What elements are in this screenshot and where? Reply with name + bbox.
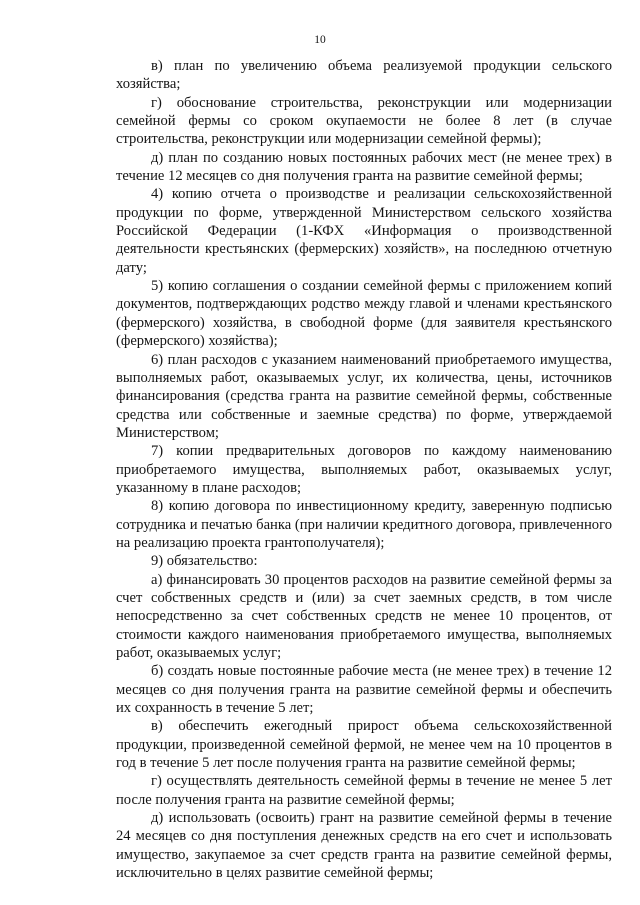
paragraph-9-obligation: 9) обязательство: xyxy=(151,553,258,570)
document-body xyxy=(116,57,612,882)
paragraph-9a-financing: а) финансировать 30 процентов расходов на развитие семейной фермы за счет собственных средств и (или) за счет заемных средств, в том числе непосредственно за счет собственных средств не менее 10 процентов, от стоимости каждого наименования приобретаемого имущества, выполняемых работ, оказываемых услуг; xyxy=(116,571,612,661)
paragraph-item-g-construction-justification: г) обоснование строительства, реконструкции или модернизации семейной фермы со сроком окупаемости не более 8 лет (в случае строительства, реконструкции или модернизации семейной фермы); xyxy=(116,94,612,148)
paragraph-8-loan-agreement: 8) копию договора по инвестиционному кредиту, заверенную подписью сотрудника и печатью банка (при наличии кредитного договора, привлеченного на реализацию проекта грантополучателя); xyxy=(116,498,612,551)
paragraph-9b-new-jobs: б) создать новые постоянные рабочие места (не менее трех) в течение 12 месяцев со дня получения гранта на развитие семейной фермы и обеспечить их сохранность в течение 5 лет; xyxy=(116,663,612,717)
paragraph-9v-production-growth: в) обеспечить ежегодный прирост объема сельскохозяйственной продукции, произведенной семейной фермой, не менее чем на 10 процентов в год в течение 5 лет после получения гранта на развитие семейной фермы; xyxy=(116,718,612,772)
paragraph-7-preliminary-contracts: 7) копии предварительных договоров по каждому наименованию приобретаемого имущества, выполняемых работ, оказываемых услуг, указанному в плане расходов; xyxy=(116,443,612,496)
paragraph-4-production-report: 4) копию отчета о производстве и реализации сельскохозяйственной продукции по форме, утвержденной Министерством сельского хозяйства Российской Федерации (1-КФХ «Информация о производственной деятельности крестьянских (фермерских) хозяйств», на последнюю отчетную дату; xyxy=(116,186,612,276)
paragraph-9d-grant-usage: д) использовать (освоить) грант на развитие семейной фермы в течение 24 месяцев со дня поступления денежных средств на его счет и использовать имущество, закупаемое за счет средств гранта на развитие семейной фермы, исключительно в целях развитие семейной фермы; xyxy=(116,810,612,882)
paragraph-9g-operation-period: г) осуществлять деятельность семейной фермы в течение не менее 5 лет после получения гранта на развитие семейной фермы; xyxy=(116,773,612,808)
paragraph-item-d-jobs-plan: д) план по созданию новых постоянных рабочих мест (не менее трех) в течение 12 месяцев со дня получения гранта на развитие семейной фермы; xyxy=(116,149,612,185)
page-number: 10 xyxy=(314,34,326,46)
paragraph-item-v-sales-plan: в) план по увеличению объема реализуемой продукции сельского хозяйства; xyxy=(116,58,612,93)
paragraph-5-family-farm-agreement: 5) копию соглашения о создании семейной фермы с приложением копий документов, подтверждающих родство между главой и членами крестьянского (фермерского) хозяйства, в свободной форме (для заявителя крестьянского (фермерского) хозяйства); xyxy=(116,278,612,350)
paragraph-6-expense-plan: 6) план расходов с указанием наименований приобретаемого имущества, выполняемых работ, оказываемых услуг, их количества, цены, источников финансирования (средства гранта на развитие семейной фермы, собственные средства или собственные и заемные средства) по форме, утверждаемой Министерством; xyxy=(116,351,612,441)
